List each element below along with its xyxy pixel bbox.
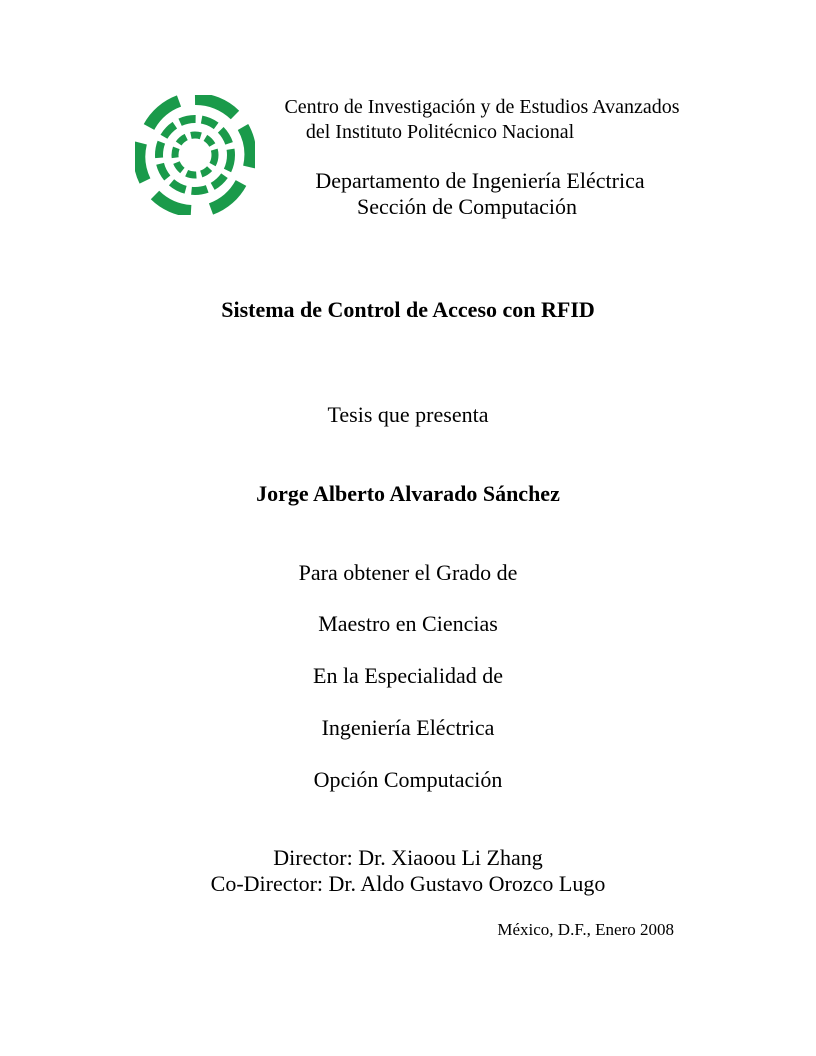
cinvestav-logo-icon <box>135 95 255 215</box>
presented-by-label: Tesis que presenta <box>327 402 489 427</box>
section-name: Sección de Computación <box>357 194 577 219</box>
co-director-line: Co-Director: Dr. Aldo Gustavo Orozco Lugo <box>210 871 606 896</box>
degree-line-2: Maestro en Ciencias <box>318 611 498 636</box>
department-name: Departamento de Ingeniería Eléctrica <box>315 168 645 193</box>
degree-line-3: En la Especialidad de <box>313 663 503 688</box>
institution-name-line1: Centro de Investigación y de Estudios Avanzados <box>284 96 680 118</box>
author-name: Jorge Alberto Alvarado Sánchez <box>256 481 560 506</box>
degree-line-5: Opción Computación <box>313 767 503 792</box>
degree-line-4: Ingeniería Eléctrica <box>321 715 495 740</box>
place-and-date: México, D.F., Enero 2008 <box>497 920 674 939</box>
thesis-title: Sistema de Control de Acceso con RFID <box>221 297 595 322</box>
degree-line-1: Para obtener el Grado de <box>298 560 518 585</box>
director-line: Director: Dr. Xiaoou Li Zhang <box>273 845 543 870</box>
institution-name-line2: del Instituto Politécnico Nacional <box>305 121 575 143</box>
